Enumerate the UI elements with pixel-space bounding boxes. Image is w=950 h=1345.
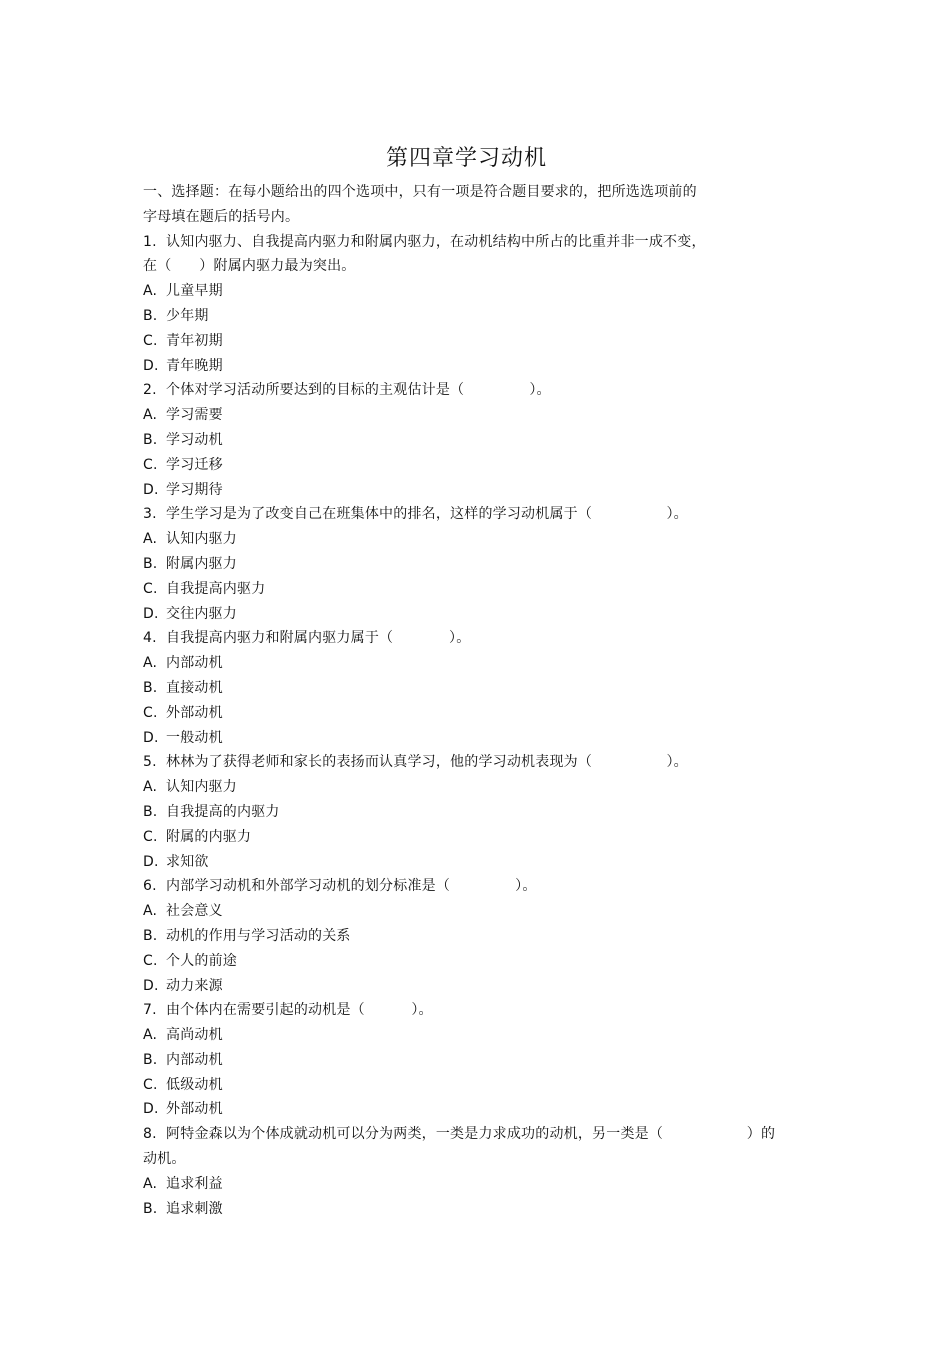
option-letter: C. bbox=[143, 704, 158, 721]
question-5 bbox=[143, 750, 813, 874]
option-letter: C. bbox=[143, 456, 158, 473]
option-c bbox=[143, 825, 813, 850]
question-text: 3. 学生学习是为了改变自己在班集体中的排名，这样的学习动机属于（ ）。 bbox=[143, 506, 688, 523]
option-text: 追求利益 bbox=[166, 1175, 223, 1192]
option-letter: A. bbox=[143, 779, 158, 796]
option-b bbox=[143, 304, 813, 329]
option-a bbox=[143, 279, 813, 304]
question-8 bbox=[143, 1122, 813, 1221]
option-text: 直接动机 bbox=[166, 679, 223, 696]
option-d bbox=[143, 974, 813, 999]
question-text: 在（ ）附属内驱力最为突出。 bbox=[143, 258, 356, 275]
option-b bbox=[143, 676, 813, 701]
option-d bbox=[143, 602, 813, 627]
option-text: 社会意义 bbox=[166, 903, 223, 920]
question-3 bbox=[143, 502, 813, 626]
question-text: 7. 由个体内在需要引起的动机是（ ）。 bbox=[143, 1002, 433, 1019]
option-c bbox=[143, 577, 813, 602]
option-text: 个人的前途 bbox=[166, 952, 237, 969]
option-a bbox=[143, 527, 813, 552]
option-a bbox=[143, 651, 813, 676]
instructions-line: 一、选择题：在每小题给出的四个选项中，只有一项是符合题目要求的，把所选选项前的 bbox=[143, 184, 697, 200]
question-text: 2. 个体对学习活动所要达到的目标的主观估计是（ ）。 bbox=[143, 382, 551, 399]
option-letter: B. bbox=[143, 1051, 158, 1068]
question-text: 6. 内部学习动机和外部学习动机的划分标准是（ ）。 bbox=[143, 878, 537, 895]
option-text: 动机的作用与学习活动的关系 bbox=[166, 927, 351, 944]
option-letter: A. bbox=[143, 531, 158, 548]
option-text: 学习迁移 bbox=[166, 456, 223, 473]
option-text: 动力来源 bbox=[166, 977, 223, 994]
option-text: 青年初期 bbox=[166, 332, 223, 349]
option-text: 外部动机 bbox=[166, 704, 223, 721]
option-c bbox=[143, 701, 813, 726]
option-c bbox=[143, 453, 813, 478]
option-c bbox=[143, 1073, 813, 1098]
option-a bbox=[143, 1172, 813, 1197]
option-letter: A. bbox=[143, 1175, 158, 1192]
option-letter: C. bbox=[143, 580, 158, 597]
option-text: 求知欲 bbox=[166, 853, 209, 870]
question-text: 8. 阿特金森以为个体成就动机可以分为两类，一类是力求成功的动机，另一类是（ ）的 bbox=[143, 1126, 776, 1143]
option-text: 青年晚期 bbox=[166, 357, 223, 374]
option-text: 自我提高内驱力 bbox=[166, 580, 266, 597]
option-letter: B. bbox=[143, 307, 158, 324]
option-letter: A. bbox=[143, 1027, 158, 1044]
option-letter: D. bbox=[143, 729, 159, 746]
option-letter: D. bbox=[143, 357, 159, 374]
option-d bbox=[143, 726, 813, 751]
option-a bbox=[143, 403, 813, 428]
option-a bbox=[143, 899, 813, 924]
option-text: 交往内驱力 bbox=[166, 605, 237, 622]
option-text: 少年期 bbox=[166, 307, 209, 324]
option-text: 附属的内驱力 bbox=[166, 828, 252, 845]
instructions-line: 字母填在题后的括号内。 bbox=[143, 208, 300, 225]
option-text: 附属内驱力 bbox=[166, 555, 237, 572]
option-letter: B. bbox=[143, 679, 158, 696]
option-text: 内部动机 bbox=[166, 655, 223, 672]
option-text: 一般动机 bbox=[166, 729, 223, 746]
option-text: 学习期待 bbox=[166, 481, 223, 498]
option-letter: C. bbox=[143, 1076, 158, 1093]
question-text: 5. 林林为了获得老师和家长的表扬而认真学习，他的学习动机表现为（ ）。 bbox=[143, 754, 688, 771]
option-text: 外部动机 bbox=[166, 1101, 223, 1118]
option-text: 认知内驱力 bbox=[166, 531, 237, 548]
option-c bbox=[143, 949, 813, 974]
option-text: 内部动机 bbox=[166, 1051, 223, 1068]
option-a bbox=[143, 1023, 813, 1048]
question-2 bbox=[143, 378, 813, 502]
option-letter: A. bbox=[143, 903, 158, 920]
option-letter: B. bbox=[143, 1200, 158, 1217]
option-letter: B. bbox=[143, 555, 158, 572]
option-text: 认知内驱力 bbox=[166, 779, 237, 796]
option-text: 低级动机 bbox=[166, 1076, 223, 1093]
page-title: 第四章学习动机 bbox=[385, 146, 547, 171]
option-letter: C. bbox=[143, 828, 158, 845]
option-text: 自我提高的内驱力 bbox=[166, 803, 280, 820]
option-letter: D. bbox=[143, 977, 159, 994]
option-d bbox=[143, 850, 813, 875]
question-4 bbox=[143, 626, 813, 750]
option-b bbox=[143, 924, 813, 949]
option-letter: A. bbox=[143, 407, 158, 424]
option-b bbox=[143, 1197, 813, 1222]
option-letter: D. bbox=[143, 853, 159, 870]
option-d bbox=[143, 478, 813, 503]
option-letter: D. bbox=[143, 1101, 159, 1118]
option-letter: B. bbox=[143, 431, 158, 448]
question-7 bbox=[143, 998, 813, 1122]
question-1 bbox=[143, 230, 813, 379]
option-b bbox=[143, 428, 813, 453]
question-list bbox=[143, 180, 813, 1221]
option-letter: A. bbox=[143, 655, 158, 672]
option-b bbox=[143, 800, 813, 825]
instructions bbox=[143, 180, 813, 230]
option-d bbox=[143, 1097, 813, 1122]
question-text: 4. 自我提高内驱力和附属内驱力属于（ ）。 bbox=[143, 630, 471, 647]
option-text: 学习需要 bbox=[166, 407, 223, 424]
option-text: 高尚动机 bbox=[166, 1027, 223, 1044]
question-text: 1. 认知内驱力、自我提高内驱力和附属内驱力，在动机结构中所占的比重并非一成不变， bbox=[143, 233, 706, 250]
option-letter: D. bbox=[143, 481, 159, 498]
option-a bbox=[143, 775, 813, 800]
option-letter: C. bbox=[143, 952, 158, 969]
question-6 bbox=[143, 874, 813, 998]
option-text: 学习动机 bbox=[166, 431, 223, 448]
option-d bbox=[143, 354, 813, 379]
option-b bbox=[143, 1048, 813, 1073]
option-letter: A. bbox=[143, 283, 158, 300]
option-letter: B. bbox=[143, 927, 158, 944]
question-text: 动机。 bbox=[143, 1151, 186, 1168]
option-text: 儿童早期 bbox=[166, 283, 223, 300]
option-text: 追求刺激 bbox=[166, 1200, 223, 1217]
option-letter: B. bbox=[143, 803, 158, 820]
option-letter: D. bbox=[143, 605, 159, 622]
option-b bbox=[143, 552, 813, 577]
option-c bbox=[143, 329, 813, 354]
option-letter: C. bbox=[143, 332, 158, 349]
